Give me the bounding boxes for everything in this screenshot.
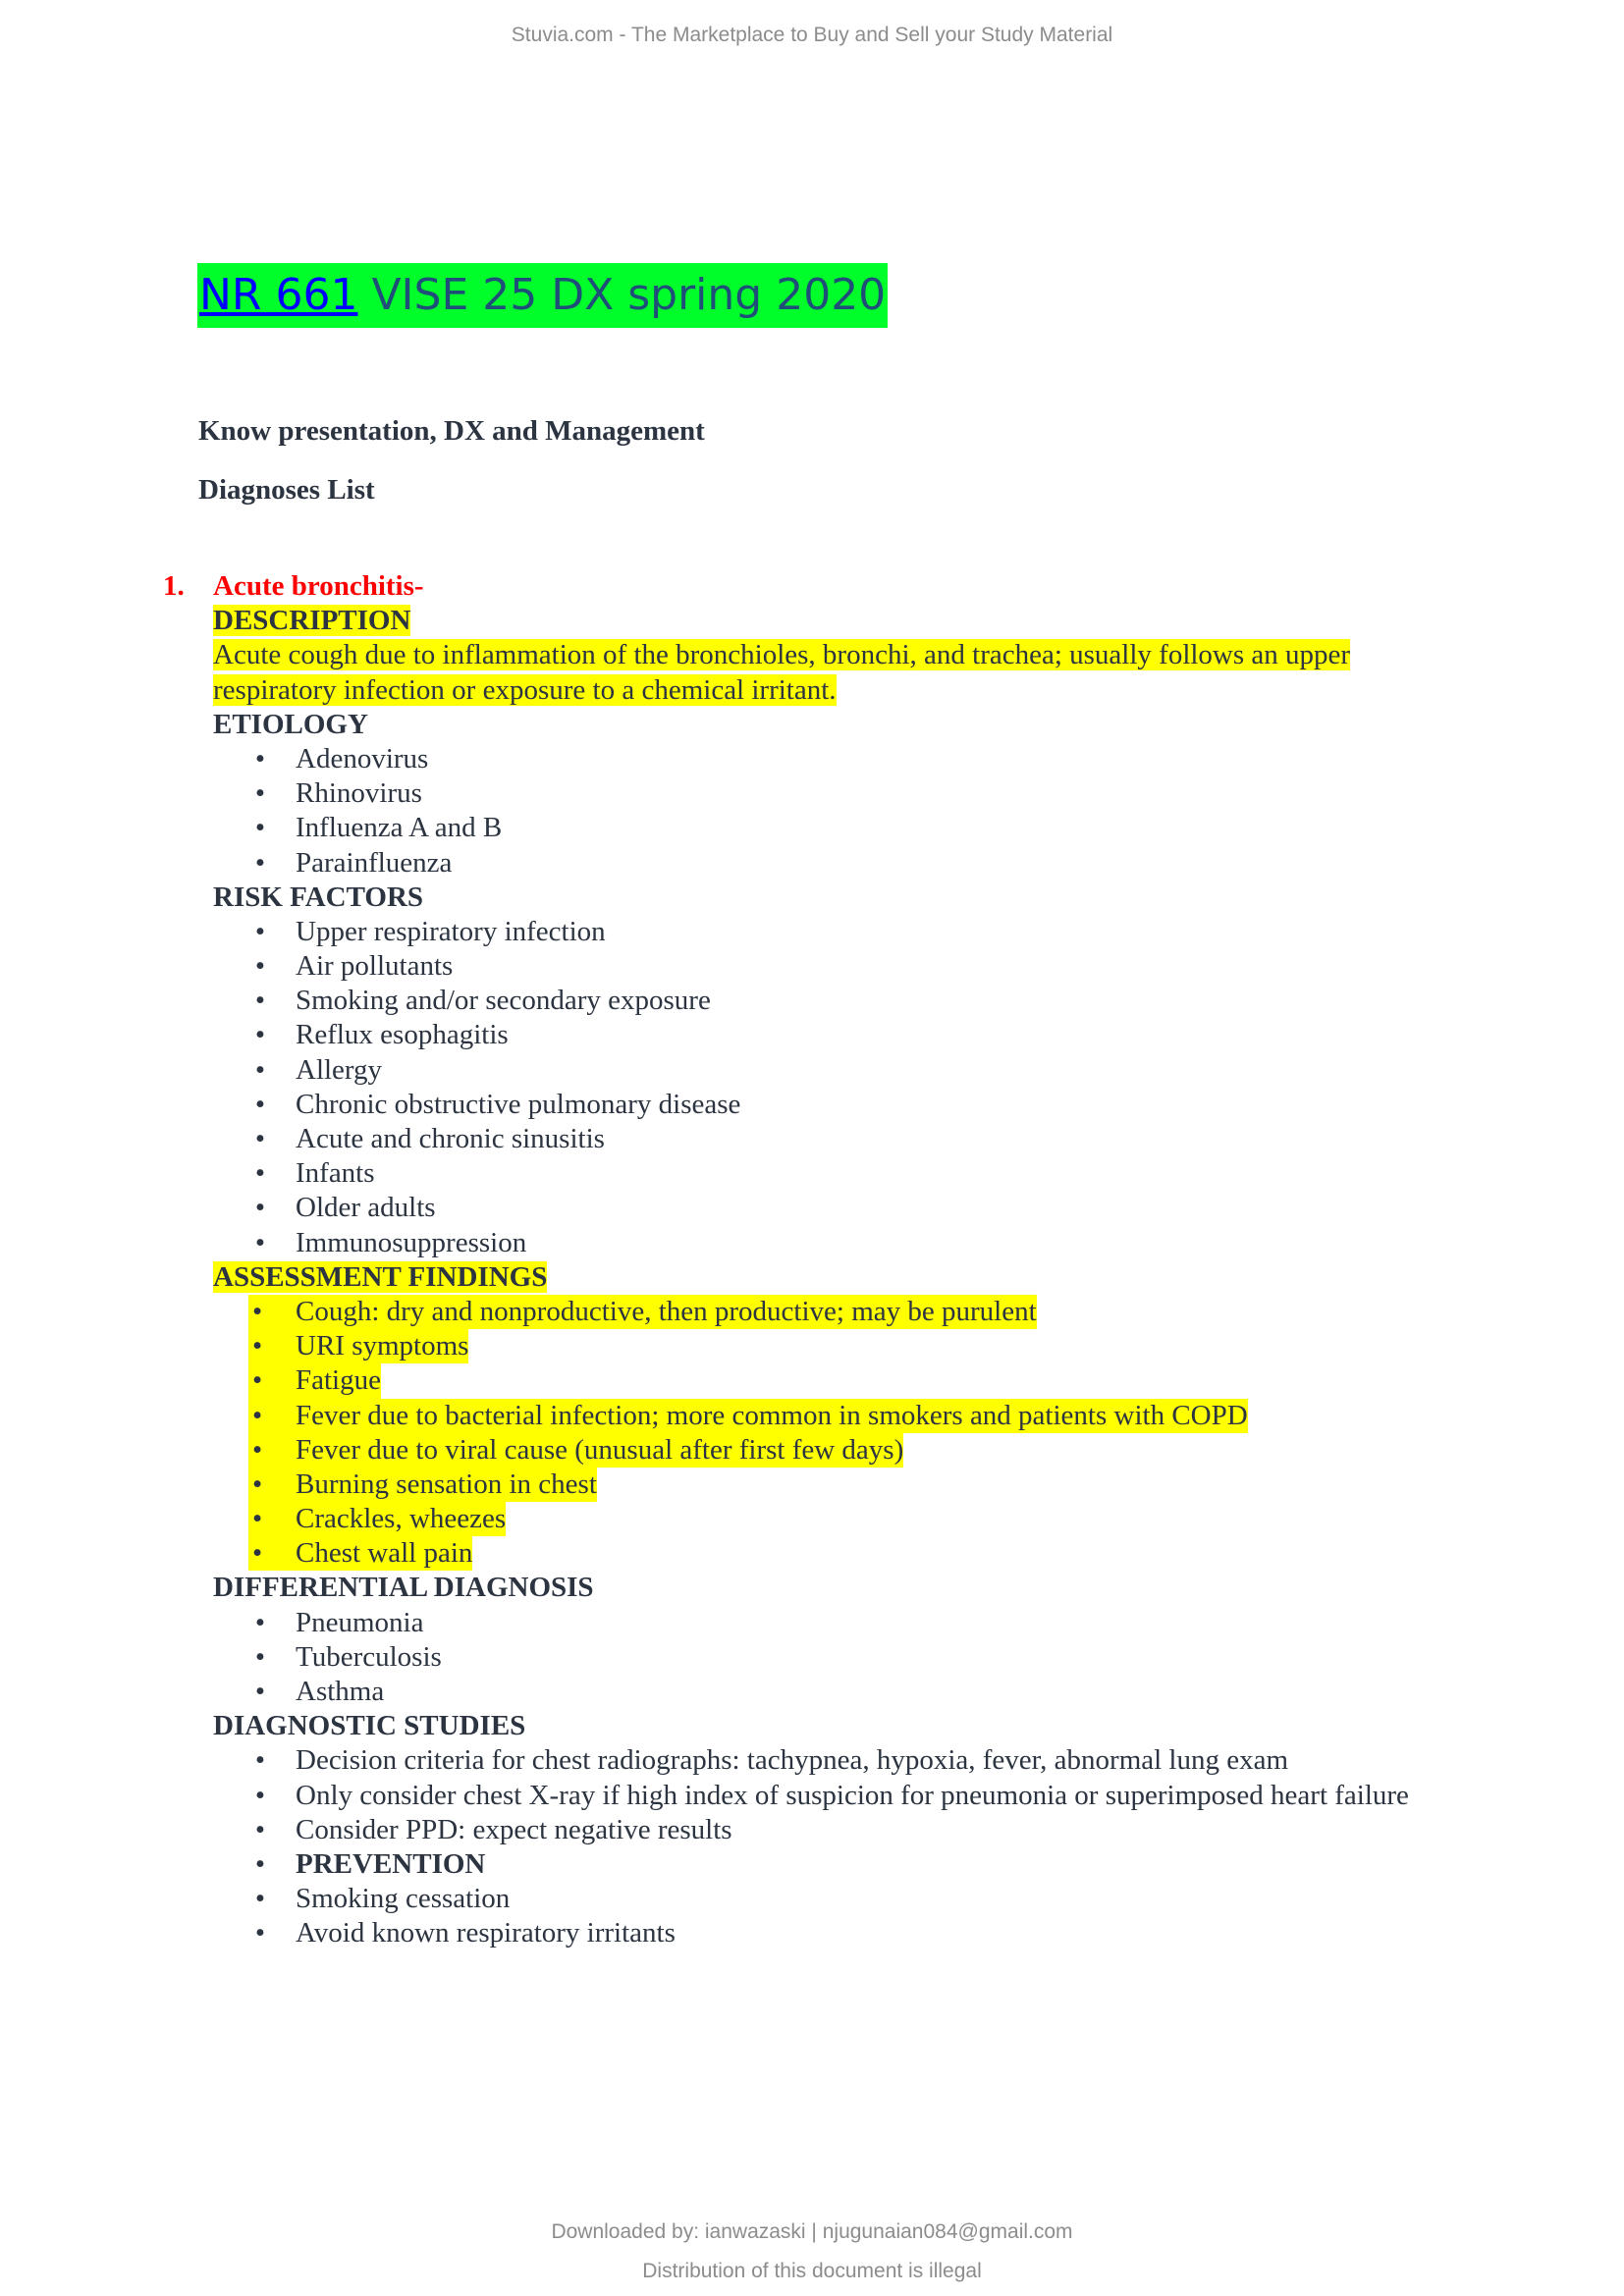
list-item: • Fever due to viral cause (unusual after first few days) [213,1433,1588,1468]
list-item: • URI symptoms [213,1329,1588,1363]
list-item: • Rhinovirus [213,776,1588,811]
item-number: 1. [163,570,185,602]
description-line-2: respiratory infection or exposure to a chemical irritant. [213,673,837,706]
list-item: • Older adults [213,1191,1588,1225]
bullet-icon: • [254,915,266,947]
list-item: • Fatigue [213,1363,1588,1398]
list-item: • Burning sensation in chest [213,1468,1588,1502]
list-item: • Adenovirus [213,742,1588,776]
differential-heading: DIFFERENTIAL DIAGNOSIS [213,1572,594,1604]
list-item: • Smoking cessation [213,1882,1588,1916]
list-item: • Pneumonia [213,1606,1588,1640]
etiology-list [213,742,1588,881]
list-item: • Immunosuppression [213,1226,1588,1260]
bullet-icon: • [248,1468,296,1502]
bullet-icon: • [254,812,266,844]
bullet-icon: • [254,1226,266,1258]
bullet-icon: • [254,1883,266,1915]
list-item: • Cough: dry and nonproductive, then productive; may be purulent [213,1295,1588,1329]
list-item: • Influenza A and B [213,811,1588,845]
list-item: • Fever due to bacterial infection; more common in smokers and patients with COPD [213,1399,1588,1433]
bullet-icon: • [254,777,266,810]
bullet-icon: • [248,1536,296,1571]
list-item: • Tuberculosis [213,1640,1588,1675]
list-item: • Avoid known respiratory irritants [213,1916,1588,1950]
list-item: • Only consider chest X-ray if high index of suspicion for pneumonia or superimposed heart failure [213,1779,1588,1813]
list-item: • Consider PPD: expect negative results [213,1813,1588,1847]
risk-factors-list [213,915,1588,1260]
list-item: • Air pollutants [213,949,1588,984]
item-title: Acute bronchitis- [213,570,424,602]
etiology-heading: ETIOLOGY [213,708,368,740]
bullet-icon: • [248,1363,296,1398]
bullet-icon: • [254,1779,266,1811]
bullet-icon: • [254,1123,266,1154]
list-item: • Parainfluenza [213,846,1588,881]
differential-list [213,1606,1588,1710]
description-line-1: Acute cough due to inflammation of the bronchioles, bronchi, and trachea; usually follows an upper [213,639,1351,671]
bullet-icon: • [254,1813,266,1845]
list-item: • Reflux esophagitis [213,1018,1588,1052]
course-code-link[interactable]: NR 661 [199,270,358,320]
list-item: • Chronic obstructive pulmonary disease [213,1088,1588,1122]
bullet-icon: • [254,1019,266,1051]
bullet-icon: • [254,985,266,1017]
bullet-icon: • [248,1329,296,1363]
item-content [213,604,1588,1950]
list-item [213,1847,1588,1882]
bullet-icon: • [254,1053,266,1086]
bullet-icon: • [254,1847,266,1880]
list-item: • Decision criteria for chest radiographs: tachypnea, hypoxia, fever, abnormal lung exam [213,1743,1588,1778]
list-item: • Asthma [213,1675,1588,1709]
assessment-list [213,1295,1588,1572]
bullet-icon: • [254,1744,266,1777]
bullet-icon: • [248,1295,296,1329]
title-rest: VISE 25 DX spring 2020 [357,270,887,320]
bullet-icon: • [248,1399,296,1433]
bullet-icon: • [254,950,266,983]
bullet-icon: • [248,1502,296,1536]
list-item: • Upper respiratory infection [213,915,1588,949]
diagnostic-list [213,1743,1588,1950]
list-item: • Chest wall pain [213,1536,1588,1571]
bullet-icon: • [254,742,266,774]
bullet-icon: • [254,1917,266,1949]
footer-downloaded-by: Downloaded by: ianwazaski | njugunaian084@gmail.com [551,2220,1073,2243]
bullet-icon: • [254,846,266,879]
list-item: • Infants [213,1156,1588,1191]
list-item: • Allergy [213,1053,1588,1088]
list-item: • Acute and chronic sinusitis [213,1122,1588,1156]
bullet-icon: • [254,1640,266,1673]
document-title [197,263,888,328]
diagnostic-heading: DIAGNOSTIC STUDIES [213,1710,526,1742]
list-item: • Smoking and/or secondary exposure [213,984,1588,1018]
subheading-presentation: Know presentation, DX and Management [198,415,705,447]
bullet-icon: • [254,1192,266,1224]
risk-factors-heading: RISK FACTORS [213,881,424,913]
bullet-icon: • [254,1088,266,1120]
assessment-heading: ASSESSMENT FINDINGS [213,1260,548,1293]
description-heading: DESCRIPTION [213,605,411,637]
stuvia-watermark: Stuvia.com - The Marketplace to Buy and Sell your Study Material [511,24,1113,46]
bullet-icon: • [254,1157,266,1190]
subheading-diagnoses-list: Diagnoses List [198,474,375,506]
footer-distribution-notice: Distribution of this document is illegal [642,2260,982,2282]
bullet-icon: • [248,1433,296,1468]
prevention-heading: PREVENTION [296,1847,486,1880]
list-item: • Crackles, wheezes [213,1502,1588,1536]
bullet-icon: • [254,1606,266,1638]
bullet-icon: • [254,1676,266,1707]
